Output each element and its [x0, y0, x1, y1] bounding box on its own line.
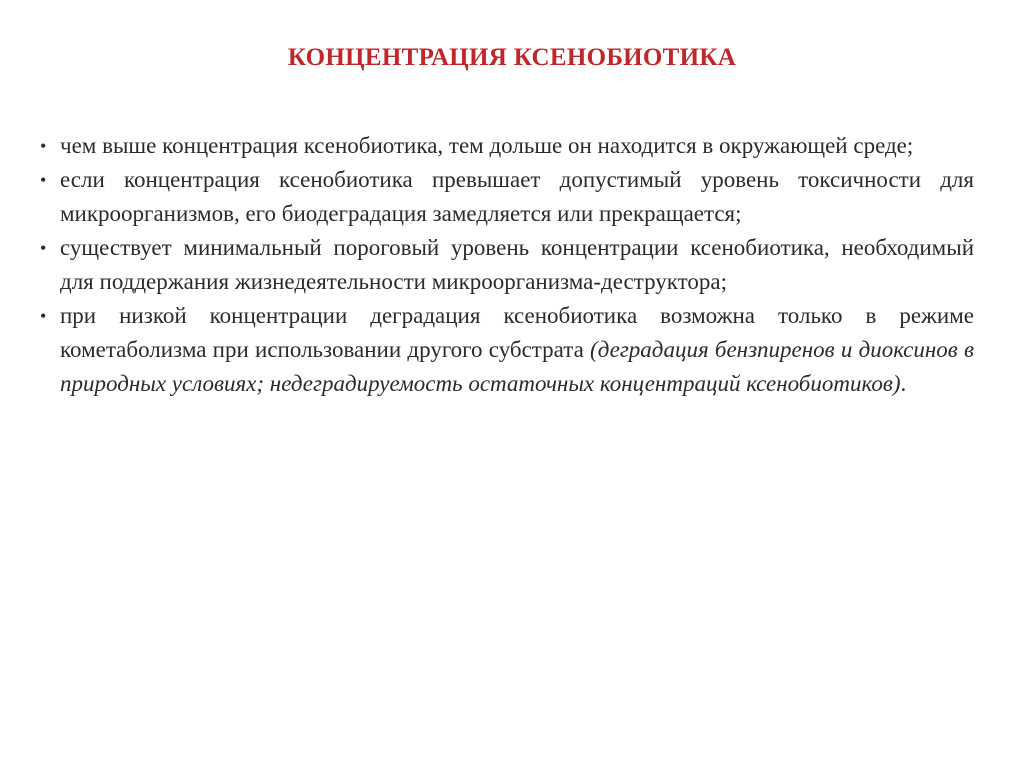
slide-title: КОНЦЕНТРАЦИЯ КСЕНОБИОТИКА — [287, 44, 737, 71]
bullet-text-2: если концентрация ксенобиотика превышает допустимый уровень токсичности для микроорганизмов, его биодеградация замедляется или прекращается; — [60, 167, 974, 226]
bullet-list — [40, 129, 974, 401]
bullet-text-4 — [60, 299, 974, 401]
bullet-text-1: чем выше концентрация ксенобиотика, тем дольше он находится в окружающей среде; — [60, 133, 914, 158]
bullet-dot-icon: • — [40, 238, 47, 258]
bullet-text-4-end: . — [900, 371, 907, 396]
bullet-text-3: существует минимальный пороговый уровень концентрации ксенобиотика, необходимый для поддержания жизнедеятельности микроорганизма-деструктора; — [60, 235, 974, 294]
bullet-item-1 — [40, 129, 974, 163]
bullet-item-2 — [40, 163, 974, 231]
bullet-dot-icon: • — [40, 170, 47, 190]
bullet-text-4-italic-note: (деградация бензпиренов и диоксинов в природных условиях; недеградируемость остаточных концентраций ксенобиотиков) — [60, 337, 974, 396]
bullet-item-3 — [40, 231, 974, 299]
bullet-text-4-main: при низкой концентрации деградация ксенобиотика возможна только в режиме кометаболизма при использовании другого субстрата — [60, 303, 974, 362]
bullet-item-4 — [40, 299, 974, 401]
bullet-dot-icon: • — [40, 306, 47, 326]
bullet-dot-icon: • — [40, 136, 47, 156]
